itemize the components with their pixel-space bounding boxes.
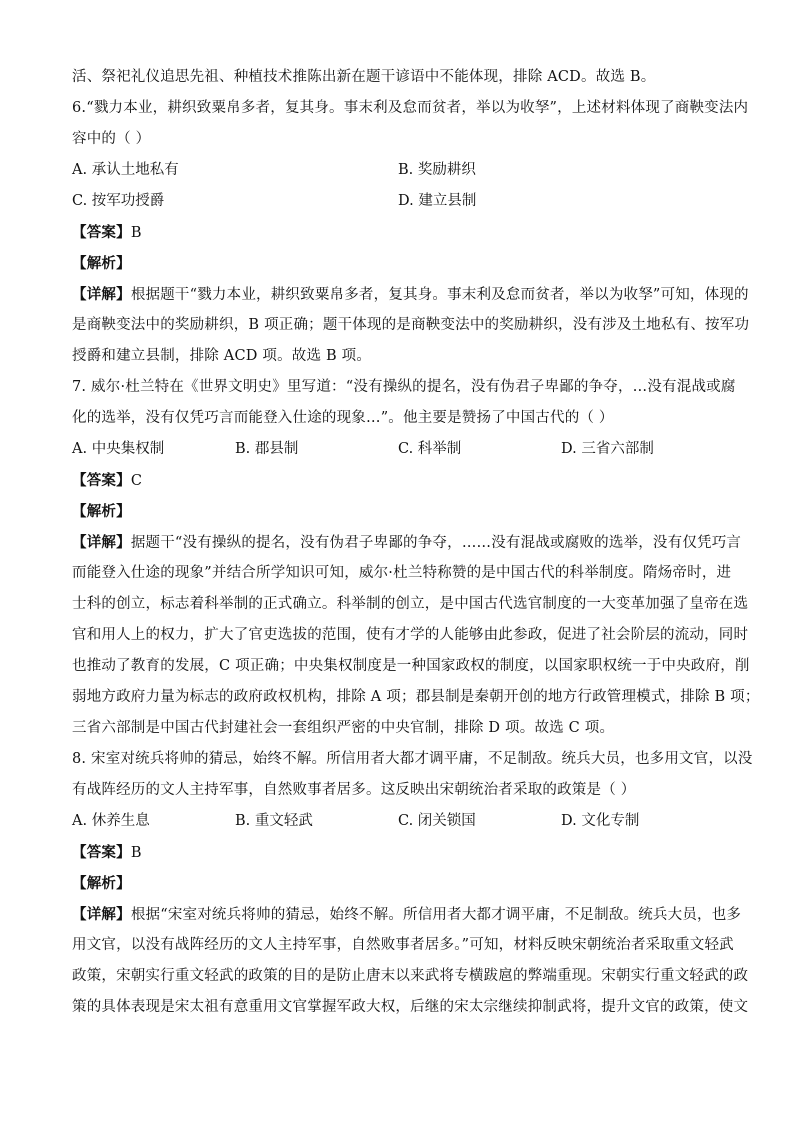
option-a: A. 承认土地私有 [72,162,179,178]
option-b: B. 奖励耕织 [398,162,476,178]
option-b: B. 郡县制 [235,441,299,457]
detail-line [72,527,742,558]
detail-text: 据题干“没有操纵的提名，没有伪君子卑鄙的争夺，……没有混战或腐败的选举，没有仅凭巧言 [130,535,742,551]
options-row [72,155,724,186]
question-stem-line: 7. 威尔·杜兰特在《世界文明史》里写道：“没有操纵的提名，没有伪君子卑鄙的争夺，…没有混战或腐 [72,379,736,395]
question-stem-line: 有战阵经历的文人主持军事，自然败事者居多。这反映出宋朝统治者采取的政策是（ ） [72,782,636,798]
option-c: C. 科举制 [398,441,462,457]
detail-line: 而能登入仕途的现象”并结合所学知识可知，威尔·杜兰特称赞的是中国古代的科举制度。隋炀帝时，进 [72,565,732,581]
detail-line: 用文官，以没有战阵经历的文人主持军事，自然败事者居多。”可知，材料反映宋朝统治者采取重文轻武 [72,937,734,953]
detail-line: 弱地方政府力量为标志的政府政权机构，排除 A 项；郡县制是秦朝开创的地方行政管理模式，排除 B 项； [72,689,760,705]
question-stem-line: 化的选举，没有仅凭巧言而能登入仕途的现象…”。他主要是赞扬了中国古代的（ ） [72,410,614,426]
question-7 [72,372,760,744]
option-d: D. 文化专制 [561,813,640,829]
intro-line: 活、祭祀礼仪追思先祖、种植技术推陈出新在题干谚语中不能体现，排除 ACD。故选 B。 [72,69,656,85]
question-stem-line: 6.“戮力本业，耕织致粟帛多者，复其身。事末利及怠而贫者，举以为收孥”，上述材料体现了商鞅变法内 [72,100,749,116]
answer-line [72,837,724,868]
option-d: D. 建立县制 [398,193,477,209]
answer-value: B [130,845,142,861]
detail-line: 策的具体表现是宋太祖有意重用文官掌握军政大权，后继的宋太宗继续抑制武将，提升文官的政策，使文 [72,999,749,1015]
analysis-tag: 【解析】 [72,875,131,892]
detail-line: 三省六部制是中国古代封建社会一套组织严密的中央官制，排除 D 项。故选 C 项。 [72,720,615,736]
option-b: B. 重文轻武 [235,813,313,829]
detail-line: 授爵和建立县制，排除 ACD 项。故选 B 项。 [72,348,372,364]
answer-value: B [130,225,142,241]
answer-value: C [130,473,143,489]
question-stem-line: 容中的（ ） [72,131,151,147]
answer-tag: 【答案】 [72,844,131,861]
answer-line [72,465,724,496]
analysis-tag: 【解析】 [72,503,131,520]
question-6 [72,93,750,372]
answer-line [72,217,724,248]
detail-line [72,899,742,930]
detail-line [72,279,749,310]
option-c: C. 闭关锁国 [398,813,476,829]
detail-tag: 【详解】 [72,286,131,303]
detail-line: 也推动了教育的发展，C 项正确；中央集权制度是一种国家政权的制度，以国家职权统一于中央政府，削 [72,658,750,674]
detail-text: 根据题干“戮力本业，耕织致粟帛多者，复其身。事末利及怠而贫者，举以为收孥”可知，体现的 [130,287,749,303]
document-content [72,62,760,1023]
detail-line: 政策，宋朝实行重文轻武的政策的目的是防止唐末以来武将专横跋扈的弊端重现。宋朝实行重文轻武的政 [72,968,749,984]
options-row [72,186,724,217]
options-row [72,434,724,465]
answer-tag: 【答案】 [72,472,131,489]
option-a: A. 休养生息 [72,813,150,829]
option-c: C. 按军功授爵 [72,193,165,209]
detail-line: 是商鞅变法中的奖励耕织，B 项正确；题干体现的是商鞅变法中的奖励耕织，没有涉及土地私有、按军功 [72,317,750,333]
detail-tag: 【详解】 [72,906,131,923]
options-row [72,806,724,837]
detail-tag: 【详解】 [72,534,131,551]
question-stem-line: 8. 宋室对统兵将帅的猜忌，始终不解。所信用者大都才调平庸，不足制敌。统兵大员，也多用文官，以没 [72,751,753,767]
answer-tag: 【答案】 [72,224,131,241]
detail-text: 根据“宋室对统兵将帅的猜忌，始终不解。所信用者大都才调平庸，不足制敌。统兵大员，也多 [130,907,742,923]
detail-line: 官和用人上的权力，扩大了官吏选拔的范围，使有才学的人能够由此参政，促进了社会阶层的流动，同时 [72,627,749,643]
analysis-tag: 【解析】 [72,255,131,272]
question-8 [72,744,753,1023]
detail-line: 士科的创立，标志着科举制的正式确立。科举制的创立，是中国古代选官制度的一大变革加强了皇帝在选 [72,596,749,612]
option-a: A. 中央集权制 [72,441,165,457]
option-d: D. 三省六部制 [561,441,654,457]
